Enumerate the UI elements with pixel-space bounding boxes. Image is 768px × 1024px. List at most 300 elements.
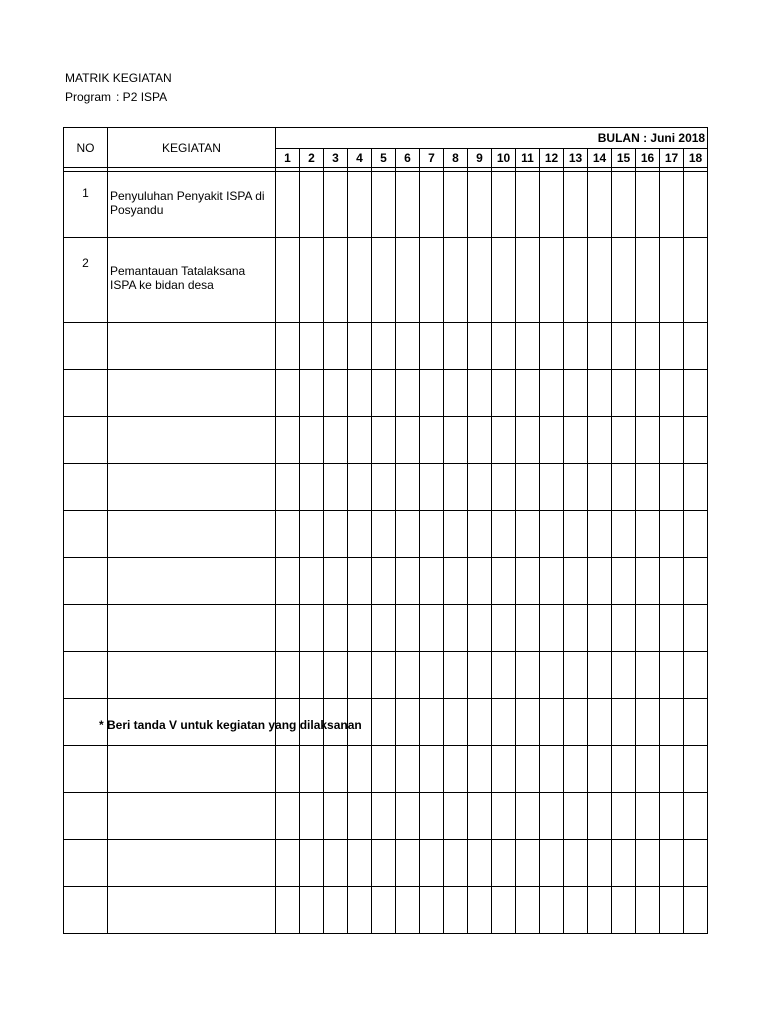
day-check-cell[interactable] [660,699,684,746]
day-check-cell[interactable] [492,605,516,652]
day-check-cell[interactable] [612,370,636,417]
day-check-cell[interactable] [516,511,540,558]
day-check-cell[interactable] [300,605,324,652]
day-check-cell[interactable] [636,558,660,605]
day-check-cell[interactable] [564,887,588,934]
day-check-cell[interactable] [276,370,300,417]
day-check-cell[interactable] [612,840,636,887]
day-check-cell[interactable] [684,323,708,370]
day-check-cell[interactable] [612,887,636,934]
day-check-cell[interactable] [420,323,444,370]
day-check-cell[interactable] [396,605,420,652]
day-check-cell[interactable] [348,793,372,840]
day-header: 7 [420,149,444,168]
activity-name [108,652,276,699]
day-check-cell[interactable] [372,172,396,238]
day-check-cell[interactable] [420,605,444,652]
day-check-cell[interactable] [420,464,444,511]
day-check-cell[interactable] [684,746,708,793]
day-check-cell[interactable] [516,887,540,934]
table-row [64,370,708,417]
day-check-cell[interactable] [684,887,708,934]
day-check-cell[interactable] [660,511,684,558]
day-check-cell[interactable] [276,558,300,605]
day-check-cell[interactable] [276,793,300,840]
day-check-cell[interactable] [588,370,612,417]
day-check-cell[interactable] [612,172,636,238]
day-check-cell[interactable] [324,887,348,934]
day-check-cell[interactable] [444,172,468,238]
day-check-cell[interactable] [324,417,348,464]
day-header: 8 [444,149,468,168]
day-check-cell[interactable] [396,793,420,840]
day-check-cell[interactable] [660,323,684,370]
activity-name [108,511,276,558]
day-check-cell[interactable] [612,323,636,370]
day-check-cell[interactable] [684,558,708,605]
day-check-cell[interactable] [420,840,444,887]
day-check-cell[interactable] [660,558,684,605]
month-label: BULAN : Juni 2018 [597,131,706,145]
day-check-cell[interactable] [588,746,612,793]
table-row [64,172,708,238]
day-check-cell[interactable] [348,652,372,699]
day-check-cell[interactable] [660,172,684,238]
day-check-cell[interactable] [636,793,660,840]
day-header: 15 [612,149,636,168]
day-check-cell[interactable] [564,238,588,323]
day-check-cell[interactable] [636,511,660,558]
day-check-cell[interactable] [348,172,372,238]
table-row [64,746,708,793]
day-check-cell[interactable] [516,464,540,511]
day-check-cell[interactable] [276,887,300,934]
day-check-cell[interactable] [516,746,540,793]
day-check-cell[interactable] [636,323,660,370]
day-check-cell[interactable] [636,699,660,746]
day-check-cell[interactable] [372,464,396,511]
day-check-cell[interactable] [588,793,612,840]
day-check-cell[interactable] [420,793,444,840]
day-check-cell[interactable] [636,652,660,699]
day-check-cell[interactable] [540,323,564,370]
day-check-cell[interactable] [468,558,492,605]
day-check-cell[interactable] [468,887,492,934]
day-check-cell[interactable] [396,699,420,746]
day-check-cell[interactable] [612,558,636,605]
day-check-cell[interactable] [348,417,372,464]
day-check-cell[interactable] [492,746,516,793]
day-check-cell[interactable] [468,793,492,840]
day-check-cell[interactable] [372,323,396,370]
day-check-cell[interactable] [684,699,708,746]
day-check-cell[interactable] [540,417,564,464]
day-check-cell[interactable] [612,464,636,511]
day-check-cell[interactable] [276,417,300,464]
day-check-cell[interactable] [276,840,300,887]
day-check-cell[interactable] [492,558,516,605]
day-check-cell[interactable] [660,887,684,934]
day-check-cell[interactable] [300,511,324,558]
day-check-cell[interactable] [276,605,300,652]
day-check-cell[interactable] [684,652,708,699]
table-row [64,793,708,840]
day-check-cell[interactable] [636,605,660,652]
day-check-cell[interactable] [300,887,324,934]
day-check-cell[interactable] [516,605,540,652]
day-check-cell[interactable] [588,511,612,558]
day-check-cell[interactable] [588,840,612,887]
activity-name [108,417,276,464]
day-check-cell[interactable] [660,793,684,840]
day-check-cell[interactable] [444,511,468,558]
day-check-cell[interactable] [420,699,444,746]
day-check-cell[interactable] [348,511,372,558]
day-check-cell[interactable] [540,746,564,793]
day-check-cell[interactable] [612,793,636,840]
day-check-cell[interactable] [324,323,348,370]
row-number [64,887,108,934]
day-check-cell[interactable] [396,464,420,511]
day-header: 2 [300,149,324,168]
day-check-cell[interactable] [660,370,684,417]
day-check-cell[interactable] [564,417,588,464]
row-number [64,511,108,558]
day-check-cell[interactable] [372,558,396,605]
day-check-cell[interactable] [516,172,540,238]
day-header: 10 [492,149,516,168]
day-check-cell[interactable] [612,652,636,699]
day-check-cell[interactable] [444,558,468,605]
day-check-cell[interactable] [420,887,444,934]
day-check-cell[interactable] [564,840,588,887]
day-check-cell[interactable] [324,558,348,605]
day-check-cell[interactable] [420,417,444,464]
day-check-cell[interactable] [468,238,492,323]
day-check-cell[interactable] [564,172,588,238]
day-check-cell[interactable] [348,558,372,605]
day-check-cell[interactable] [564,558,588,605]
day-check-cell[interactable] [468,464,492,511]
day-check-cell[interactable] [444,464,468,511]
table-row [64,464,708,511]
day-check-cell[interactable] [348,370,372,417]
day-check-cell[interactable] [372,746,396,793]
day-check-cell[interactable] [468,746,492,793]
row-number [64,464,108,511]
day-check-cell[interactable] [684,511,708,558]
day-check-cell[interactable] [300,464,324,511]
day-check-cell[interactable] [396,370,420,417]
day-check-cell[interactable] [396,887,420,934]
day-check-cell[interactable] [684,172,708,238]
day-check-cell[interactable] [468,323,492,370]
day-check-cell[interactable] [420,652,444,699]
day-check-cell[interactable] [396,238,420,323]
day-check-cell[interactable] [516,323,540,370]
day-check-cell[interactable] [372,699,396,746]
day-check-cell[interactable] [468,511,492,558]
day-check-cell[interactable] [588,652,612,699]
day-check-cell[interactable] [420,511,444,558]
day-check-cell[interactable] [684,840,708,887]
day-check-cell[interactable] [564,699,588,746]
day-check-cell[interactable] [540,652,564,699]
day-check-cell[interactable] [372,605,396,652]
day-check-cell[interactable] [396,417,420,464]
day-check-cell[interactable] [492,887,516,934]
day-check-cell[interactable] [444,370,468,417]
day-check-cell[interactable] [540,840,564,887]
day-check-cell[interactable] [324,652,348,699]
day-check-cell[interactable] [300,417,324,464]
day-check-cell[interactable] [540,238,564,323]
day-check-cell[interactable] [300,172,324,238]
day-check-cell[interactable] [300,238,324,323]
day-check-cell[interactable] [324,746,348,793]
day-check-cell[interactable] [492,464,516,511]
day-check-cell[interactable] [516,238,540,323]
row-number [64,417,108,464]
day-check-cell[interactable] [588,323,612,370]
day-check-cell[interactable] [468,172,492,238]
day-header: 6 [396,149,420,168]
day-check-cell[interactable] [468,370,492,417]
day-check-cell[interactable] [372,652,396,699]
day-check-cell[interactable] [324,840,348,887]
day-check-cell[interactable] [444,605,468,652]
activity-name [108,605,276,652]
day-check-cell[interactable] [588,417,612,464]
day-check-cell[interactable] [612,605,636,652]
day-check-cell[interactable] [324,605,348,652]
day-check-cell[interactable] [492,323,516,370]
day-check-cell[interactable] [300,558,324,605]
day-check-cell[interactable] [300,370,324,417]
table-row [64,605,708,652]
day-check-cell[interactable] [516,558,540,605]
day-check-cell[interactable] [492,511,516,558]
day-check-cell[interactable] [444,840,468,887]
day-check-cell[interactable] [636,887,660,934]
day-check-cell[interactable] [588,699,612,746]
day-check-cell[interactable] [444,746,468,793]
day-check-cell[interactable] [684,370,708,417]
day-check-cell[interactable] [660,605,684,652]
day-check-cell[interactable] [516,417,540,464]
day-check-cell[interactable] [564,746,588,793]
day-check-cell[interactable] [468,605,492,652]
day-check-cell[interactable] [468,417,492,464]
day-check-cell[interactable] [612,699,636,746]
day-check-cell[interactable] [492,699,516,746]
day-check-cell[interactable] [420,370,444,417]
day-check-cell[interactable] [588,605,612,652]
row-number [64,746,108,793]
day-check-cell[interactable] [636,238,660,323]
day-check-cell[interactable] [468,652,492,699]
day-check-cell[interactable] [540,172,564,238]
day-check-cell[interactable] [444,238,468,323]
day-check-cell[interactable] [660,464,684,511]
day-check-cell[interactable] [276,172,300,238]
activity-name: Pemantauan Tatalaksana ISPA ke bidan desa [108,238,276,323]
day-check-cell[interactable] [420,746,444,793]
day-check-cell[interactable] [684,793,708,840]
day-check-cell[interactable] [516,840,540,887]
day-check-cell[interactable] [540,793,564,840]
day-check-cell[interactable] [276,464,300,511]
day-check-cell[interactable] [540,370,564,417]
day-check-cell[interactable] [612,417,636,464]
day-check-cell[interactable] [684,605,708,652]
day-check-cell[interactable] [300,840,324,887]
day-check-cell[interactable] [540,887,564,934]
day-check-cell[interactable] [348,323,372,370]
table-row [64,887,708,934]
day-check-cell[interactable] [516,370,540,417]
day-check-cell[interactable] [372,793,396,840]
day-check-cell[interactable] [324,793,348,840]
day-check-cell[interactable] [516,699,540,746]
day-check-cell[interactable] [636,464,660,511]
day-check-cell[interactable] [372,511,396,558]
day-check-cell[interactable] [396,652,420,699]
day-check-cell[interactable] [420,558,444,605]
day-check-cell[interactable] [372,887,396,934]
day-check-cell[interactable] [588,172,612,238]
day-check-cell[interactable] [660,840,684,887]
header-row-month [64,128,708,149]
day-check-cell[interactable] [276,511,300,558]
day-check-cell[interactable] [300,793,324,840]
day-check-cell[interactable] [396,511,420,558]
day-check-cell[interactable] [588,558,612,605]
day-check-cell[interactable] [420,172,444,238]
day-check-cell[interactable] [492,172,516,238]
day-check-cell[interactable] [396,558,420,605]
day-check-cell[interactable] [636,417,660,464]
day-check-cell[interactable] [444,699,468,746]
day-header: 9 [468,149,492,168]
day-check-cell[interactable] [540,464,564,511]
day-check-cell[interactable] [684,238,708,323]
day-check-cell[interactable] [636,370,660,417]
day-check-cell[interactable] [348,746,372,793]
day-check-cell[interactable] [588,887,612,934]
day-check-cell[interactable] [324,370,348,417]
day-check-cell[interactable] [564,370,588,417]
table-row [64,558,708,605]
day-check-cell[interactable] [324,464,348,511]
table-row [64,840,708,887]
row-number [64,652,108,699]
day-check-cell[interactable] [636,172,660,238]
day-check-cell[interactable] [684,464,708,511]
day-check-cell[interactable] [324,172,348,238]
day-check-cell[interactable] [564,793,588,840]
day-header: 4 [348,149,372,168]
day-check-cell[interactable] [492,840,516,887]
day-check-cell[interactable] [660,746,684,793]
activity-name [108,323,276,370]
day-check-cell[interactable] [396,746,420,793]
day-check-cell[interactable] [276,238,300,323]
day-check-cell[interactable] [612,511,636,558]
day-check-cell[interactable] [348,840,372,887]
day-check-cell[interactable] [444,652,468,699]
column-header-no: NO [64,128,108,168]
day-header: 18 [684,149,708,168]
day-check-cell[interactable] [444,417,468,464]
day-check-cell[interactable] [564,511,588,558]
day-check-cell[interactable] [684,417,708,464]
day-check-cell[interactable] [660,652,684,699]
day-check-cell[interactable] [396,840,420,887]
day-check-cell[interactable] [372,370,396,417]
day-check-cell[interactable] [564,652,588,699]
day-check-cell[interactable] [660,417,684,464]
day-check-cell[interactable] [276,323,300,370]
day-check-cell[interactable] [492,417,516,464]
day-check-cell[interactable] [468,699,492,746]
day-check-cell[interactable] [612,238,636,323]
day-check-cell[interactable] [492,652,516,699]
day-check-cell[interactable] [300,746,324,793]
day-check-cell[interactable] [300,652,324,699]
day-check-cell[interactable] [348,238,372,323]
day-check-cell[interactable] [468,840,492,887]
day-check-cell[interactable] [396,323,420,370]
day-check-cell[interactable] [636,840,660,887]
day-header: 5 [372,149,396,168]
day-check-cell[interactable] [636,746,660,793]
day-check-cell[interactable] [324,238,348,323]
day-check-cell[interactable] [492,238,516,323]
day-check-cell[interactable] [300,323,324,370]
day-check-cell[interactable] [516,793,540,840]
day-check-cell[interactable] [444,887,468,934]
day-check-cell[interactable] [444,323,468,370]
day-check-cell[interactable] [372,417,396,464]
day-check-cell[interactable] [540,699,564,746]
day-check-cell[interactable] [540,605,564,652]
day-check-cell[interactable] [540,511,564,558]
day-check-cell[interactable] [444,793,468,840]
day-check-cell[interactable] [588,238,612,323]
day-check-cell[interactable] [348,605,372,652]
day-check-cell[interactable] [564,464,588,511]
day-check-cell[interactable] [348,887,372,934]
day-check-cell[interactable] [276,652,300,699]
day-check-cell[interactable] [396,172,420,238]
day-check-cell[interactable] [492,370,516,417]
day-check-cell[interactable] [372,238,396,323]
day-check-cell[interactable] [324,511,348,558]
day-check-cell[interactable] [588,464,612,511]
day-check-cell[interactable] [540,558,564,605]
day-check-cell[interactable] [516,652,540,699]
day-check-cell[interactable] [564,323,588,370]
day-check-cell[interactable] [372,840,396,887]
day-check-cell[interactable] [348,464,372,511]
day-check-cell[interactable] [276,746,300,793]
day-check-cell[interactable] [420,238,444,323]
day-check-cell[interactable] [564,605,588,652]
day-check-cell[interactable] [492,793,516,840]
day-check-cell[interactable] [612,746,636,793]
day-check-cell[interactable] [660,238,684,323]
